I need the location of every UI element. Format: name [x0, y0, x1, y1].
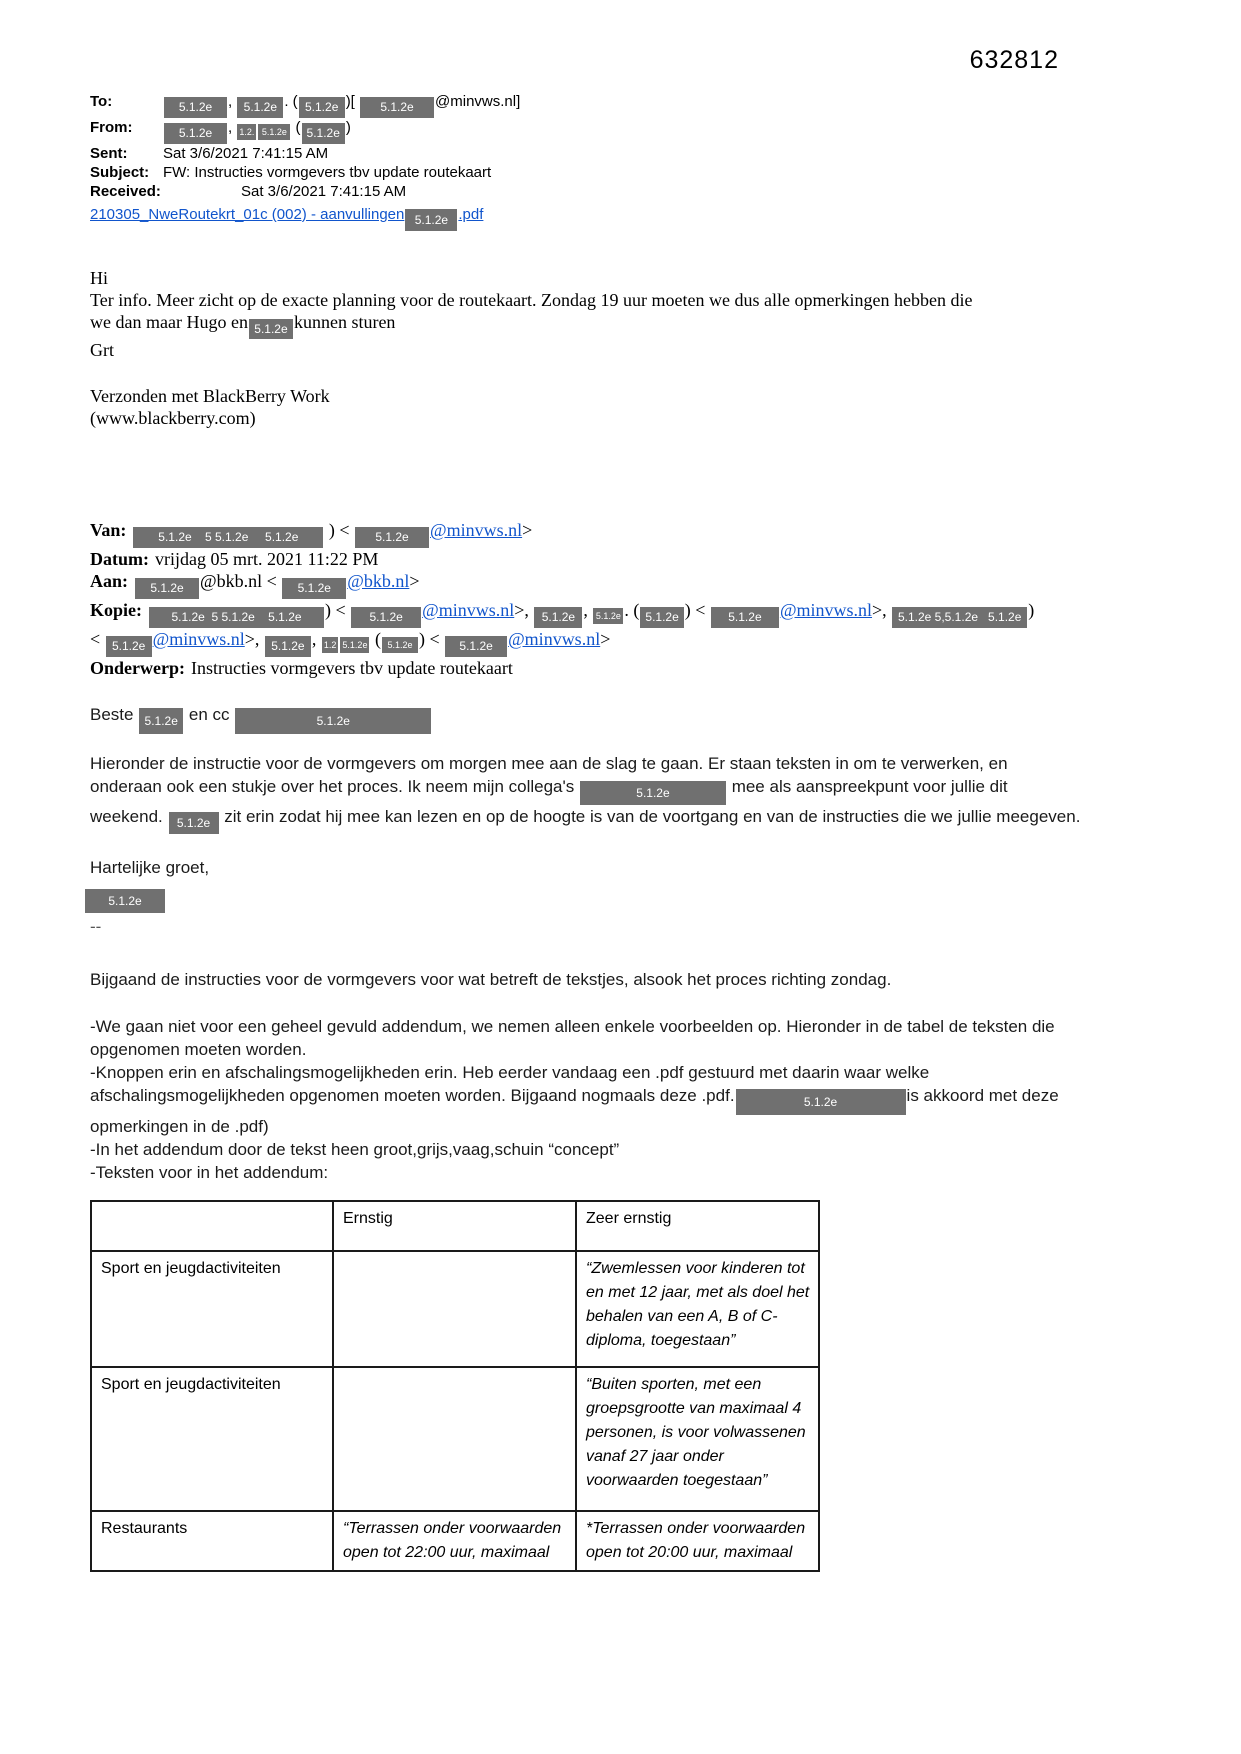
redaction-box: 5.1.2e: [169, 812, 219, 834]
text-line: afschalingsmogelijkheden opgenomen moeten worden. Bijgaand nogmaals deze .pdf. 5.1.2e is akkoord met deze: [90, 1084, 1161, 1115]
instruction-paragraph: [90, 752, 1161, 834]
header-value-received: Sat 3/6/2021 7:41:15 AM: [241, 183, 407, 200]
redaction-box: 5.1.2e: [360, 97, 434, 118]
header-value-van: 5.1.2e 5 5.1.2e 5.1.2e ) < 5.1.2e @minvws.nl>: [132, 520, 532, 540]
cell-line: voorwaarden toegestaan”: [586, 1472, 768, 1489]
cell-line: Sport en jeugdactiviteiten: [101, 1376, 281, 1393]
table-cell: [333, 1511, 576, 1571]
attachment-link-line: [90, 204, 1161, 231]
signature-block: [90, 856, 1161, 938]
table-cell: [91, 1251, 333, 1367]
header-row-aan: [90, 570, 1161, 599]
table-header-cell: [576, 1201, 819, 1251]
text-line: opmerkingen in de .pdf): [90, 1117, 269, 1136]
header-row-kopie-2: [90, 628, 1161, 657]
cell-line: Sport en jeugdactiviteiten: [101, 1260, 281, 1277]
redaction-box: 5.1.2e: [164, 123, 227, 144]
redaction-box: 5.1.2e: [282, 578, 346, 599]
text-line: we dan maar Hugo en 5.1.2e kunnen sturen: [90, 311, 1161, 339]
cell-line: behalen van een A, B of C-: [586, 1308, 778, 1325]
redaction-box: 5.1.2e 5 5.1.2e 5.1.2e: [133, 527, 323, 548]
table-row: [91, 1367, 819, 1511]
header-value-kopie: 5.1.2e 5 5.1.2e 5.1.2e ) < 5.1.2e @minvws.nl>, 5.1.2e , 5.1.2e . ( 5.1.2e ) < 5.1.2e @minvws.nl>, 5.1.2e 5,5.1.2e 5.1.2e ): [148, 600, 1034, 620]
salutation-line: Beste 5.1.2e en cc 5.1.2e: [90, 703, 1161, 734]
addendum-table-body: [91, 1201, 819, 1571]
redaction-box: 5.1.2e: [258, 124, 290, 140]
redaction-box: 5.1.2e: [135, 578, 199, 599]
header-label-received: Received:: [90, 183, 161, 200]
header-row-subject: [90, 163, 1161, 182]
closing-line: Hartelijke groet,: [90, 858, 210, 877]
redaction-box: 5.1.2e: [382, 637, 418, 653]
header-label-subject: Subject:: [90, 164, 150, 181]
redaction-box: 5.1.2e: [237, 97, 283, 118]
text-line: Hieronder de instructie voor de vormgevers om morgen mee aan de slag te gaan. Er staan teksten in om te verwerken, en: [90, 754, 1008, 773]
cell-line: en met 12 jaar, met als doel het: [586, 1284, 810, 1301]
cell-line: groepsgrootte van maximaal 4: [586, 1400, 802, 1417]
email-link[interactable]: @bkb.nl: [347, 571, 410, 591]
email-header: [90, 92, 1161, 231]
redaction-box: 5.1.2e: [593, 608, 623, 624]
header-row-sent: [90, 144, 1161, 163]
redaction-box: 5.1.2e: [351, 607, 421, 628]
redaction-box: 5.1.2e: [355, 527, 429, 548]
text-line: -We gaan niet voor een geheel gevuld addendum, we nemen alleen enkele voorbeelden op. Hieronder in de tabel de teksten die: [90, 1017, 1055, 1036]
header-label-sent: Sent:: [90, 145, 128, 162]
header-value-to: 5.1.2e , 5.1.2e . ( 5.1.2e )[ 5.1.2e @minvws.nl]: [163, 93, 520, 110]
redaction-box: 5.1.2e: [249, 319, 293, 339]
redaction-box: 5.1.2e: [164, 97, 227, 118]
cell-line: open tot 22:00 uur, maximaal: [343, 1544, 550, 1561]
header-value-datum: vrijdag 05 mrt. 2021 11:22 PM: [155, 549, 379, 569]
header-value-onderwerp: Instructies vormgevers tbv update routekaart: [190, 658, 513, 678]
table-row: [91, 1511, 819, 1571]
table-header-cell: [333, 1201, 576, 1251]
addendum-table: [90, 1200, 820, 1572]
email-link[interactable]: @minvws.nl: [422, 600, 515, 620]
redaction-box: 5.1.2e: [106, 636, 152, 657]
redaction-box: 5.1.2e: [299, 97, 345, 118]
redaction-box: 5.1.2e: [302, 123, 345, 144]
redaction-box: 5.1.2e: [640, 607, 683, 628]
forward-note: [90, 267, 1161, 361]
cell-line: *Terrassen onder voorwaarden: [586, 1520, 806, 1537]
header-label-onderwerp: Onderwerp:: [90, 658, 185, 678]
header-value-subject: FW: Instructies vormgevers tbv update routekaart: [163, 164, 492, 181]
redaction-box: 1.2: [322, 637, 339, 653]
cell-line: open tot 20:00 uur, maximaal: [586, 1544, 793, 1561]
blackberry-line: Verzonden met BlackBerry Work: [90, 386, 330, 406]
table-cell: [576, 1511, 819, 1571]
text-line: Hi: [90, 268, 108, 288]
header-row-van: [90, 519, 1161, 548]
header-label-kopie: Kopie:: [90, 600, 142, 620]
header-label-from: From:: [90, 119, 133, 136]
header-row-from: [90, 118, 1161, 144]
header-value-aan: 5.1.2e @bkb.nl < 5.1.2e @bkb.nl>: [134, 571, 419, 591]
redaction-box: 5.1.2e: [265, 636, 311, 657]
redaction-box: 5.1.2e: [139, 708, 183, 734]
text-line: -In het addendum door de tekst heen groot,grijs,vaag,schuin “concept”: [90, 1140, 620, 1159]
cell-line: Restaurants: [101, 1520, 188, 1537]
text-line: onderaan ook een stukje over het proces. Ik neem mijn collega's 5.1.2e mee als aanspreekpunt voor jullie dit: [90, 775, 1161, 805]
redaction-box: 5.1.2e: [445, 636, 507, 657]
redaction-box: 5.1.2e: [736, 1089, 906, 1115]
redaction-box: 5.1.2e: [85, 889, 165, 913]
table-row: [91, 1251, 819, 1367]
cell-line: “Buiten sporten, met een: [586, 1376, 762, 1393]
document-number: 632812: [969, 46, 1059, 74]
email-link[interactable]: @minvws.nl: [508, 629, 601, 649]
table-cell: [576, 1251, 819, 1367]
cell-line: Zeer ernstig: [586, 1210, 672, 1227]
cell-line: Ernstig: [343, 1210, 393, 1227]
header-value-sent: Sat 3/6/2021 7:41:15 AM: [163, 145, 329, 162]
text-line: weekend. 5.1.2e zit erin zodat hij mee kan lezen en op de hoogte is van de voortgang en van de instructies die we jullie meegeven.: [90, 805, 1161, 834]
table-header-row: [91, 1201, 819, 1251]
header-label-van: Van:: [90, 520, 127, 540]
header-row-onderwerp: [90, 657, 1161, 679]
header-row-to: [90, 92, 1161, 118]
email-link[interactable]: @minvws.nl: [779, 600, 873, 620]
header-row-kopie: [90, 599, 1161, 628]
blackberry-signature: [90, 385, 1161, 429]
table-header-cell: [91, 1201, 333, 1251]
header-row-datum: [90, 548, 1161, 570]
redaction-box: 5.1.2e: [405, 209, 457, 231]
text-line: opgenomen moeten worden.: [90, 1040, 307, 1059]
signature-divider: --: [90, 917, 102, 936]
redaction-box: 5.1.2e 5 5.1.2e 5.1.2e: [149, 607, 324, 628]
signature-redaction-line: [84, 883, 1161, 913]
text-line: Ter info. Meer zicht op de exacte planning voor de routekaart. Zondag 19 uur moeten we dus alle opmerkingen hebben die: [90, 290, 973, 310]
table-cell: [333, 1367, 576, 1511]
table-cell: [576, 1367, 819, 1511]
header-row-received: [90, 182, 1161, 201]
email-link[interactable]: 210305_NweRoutekrt_01c (002) - aanvullingen: [90, 206, 405, 223]
table-cell: [91, 1367, 333, 1511]
redaction-box: 5.1.2e: [711, 607, 779, 628]
attachment-intro-paragraph: Bijgaand de instructies voor de vormgevers voor wat betreft de tekstjes, alsook het proces richting zondag.: [90, 970, 892, 989]
text-line: Grt: [90, 340, 114, 360]
redaction-box: 5.1.2e 5,5.1.2e 5.1.2e: [892, 607, 1027, 628]
cell-line: “Terrassen onder voorwaarden: [343, 1520, 562, 1537]
header-label-datum: Datum:: [90, 549, 149, 569]
table-cell: [333, 1251, 576, 1367]
email-link[interactable]: .pdf: [458, 206, 484, 223]
text-line: -Teksten voor in het addendum:: [90, 1163, 329, 1182]
redaction-box: 5.1.2e: [534, 607, 582, 628]
blackberry-url: (www.blackberry.com): [90, 408, 256, 428]
header-value-from: 5.1.2e , 1.2. 5.1.2e ( 5.1.2e ): [163, 119, 351, 136]
text-line: -Knoppen erin en afschalingsmogelijkheden erin. Heb eerder vandaag een .pdf gestuurd met daarin waar welke: [90, 1063, 930, 1082]
redaction-box: 5.1.2e: [340, 637, 369, 653]
header-label-to: To:: [90, 93, 113, 110]
header-label-aan: Aan:: [90, 571, 129, 591]
redaction-box: 5.1.2e: [580, 781, 726, 805]
cell-line: vanaf 27 jaar onder: [586, 1448, 724, 1465]
original-message-header: [90, 519, 1161, 679]
cell-line: “Zwemlessen voor kinderen tot: [586, 1260, 805, 1277]
cell-line: personen, is voor volwassenen: [586, 1424, 806, 1441]
instruction-bullets: [90, 1015, 1161, 1184]
redaction-box: 1.2.: [237, 124, 256, 140]
email-link[interactable]: @minvws.nl: [430, 520, 523, 540]
redaction-box: 5.1.2e: [235, 708, 431, 734]
table-cell: [91, 1511, 333, 1571]
email-link[interactable]: @minvws.nl: [152, 629, 245, 649]
cell-line: diploma, toegestaan”: [586, 1332, 736, 1349]
header-value-kopie-2: < 5.1.2e @minvws.nl>, 5.1.2e , 1.2 5.1.2e ( 5.1.2e ) < 5.1.2e @minvws.nl>: [90, 629, 610, 649]
